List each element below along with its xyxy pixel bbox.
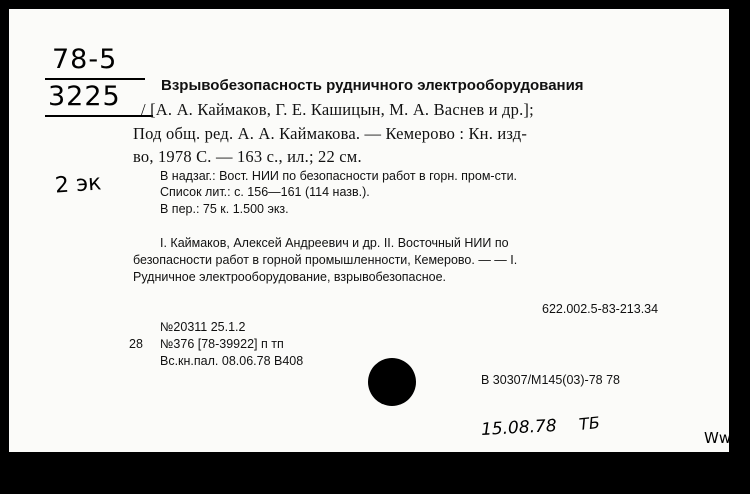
tracing-line-3: Рудничное электрооборудование, взрывобезопасное. xyxy=(133,270,447,284)
call-number-rule xyxy=(45,78,145,80)
tracing-line-2: безопасности работ в горной промышленности, Кемерово. — — I. xyxy=(133,253,518,267)
registry-prefix: 28 xyxy=(129,337,143,351)
overhead-note: В надзаг.: Вост. НИИ по безопасности работ в горн. пром-сти. xyxy=(160,169,518,183)
price-note: В пер.: 75 к. 1.500 экз. xyxy=(160,202,289,216)
udc-code: 622.002.5-83-213.34 xyxy=(542,302,659,316)
handwritten-date: 15.08.78 xyxy=(480,416,558,440)
bibliography-note: Список лит.: с. 156—161 (114 назв.). xyxy=(160,185,370,199)
scan-border xyxy=(0,452,750,494)
call-number-top: 78-5 xyxy=(52,44,118,75)
tracing-line-1: I. Каймаков, Алексей Андреевич и др. II. Восточный НИИ по xyxy=(160,236,509,250)
order-code: В 30307/М145(03)-78 78 xyxy=(481,373,620,387)
inventory-mark: 2 эк xyxy=(54,170,103,199)
book-chamber-line: Вс.кн.пал. 08.06.78 В408 xyxy=(160,354,304,368)
editor-line: Под общ. ред. А. А. Каймакова. — Кемерово : Кн. изд- xyxy=(133,124,528,143)
handwritten-initials: ТБ xyxy=(578,412,601,435)
call-number-underline xyxy=(45,115,153,117)
registry-line-2: №376 [78-39922] п тп xyxy=(160,337,284,351)
catalog-card xyxy=(9,9,732,452)
authors-line: / [А. А. Каймаков, Г. Е. Кашицын, М. А. Васнев и др.]; xyxy=(141,100,534,119)
book-title: Взрывобезопасность рудничного электрооборудования xyxy=(161,77,584,94)
registry-number: №20311 25.1.2 xyxy=(160,320,246,334)
call-number-bottom: 3225 xyxy=(48,81,121,112)
card-punch-hole xyxy=(368,358,416,406)
corner-mark: Ww xyxy=(704,429,732,447)
imprint-line: во, 1978 С. — 163 с., ил.; 22 см. xyxy=(133,147,362,166)
